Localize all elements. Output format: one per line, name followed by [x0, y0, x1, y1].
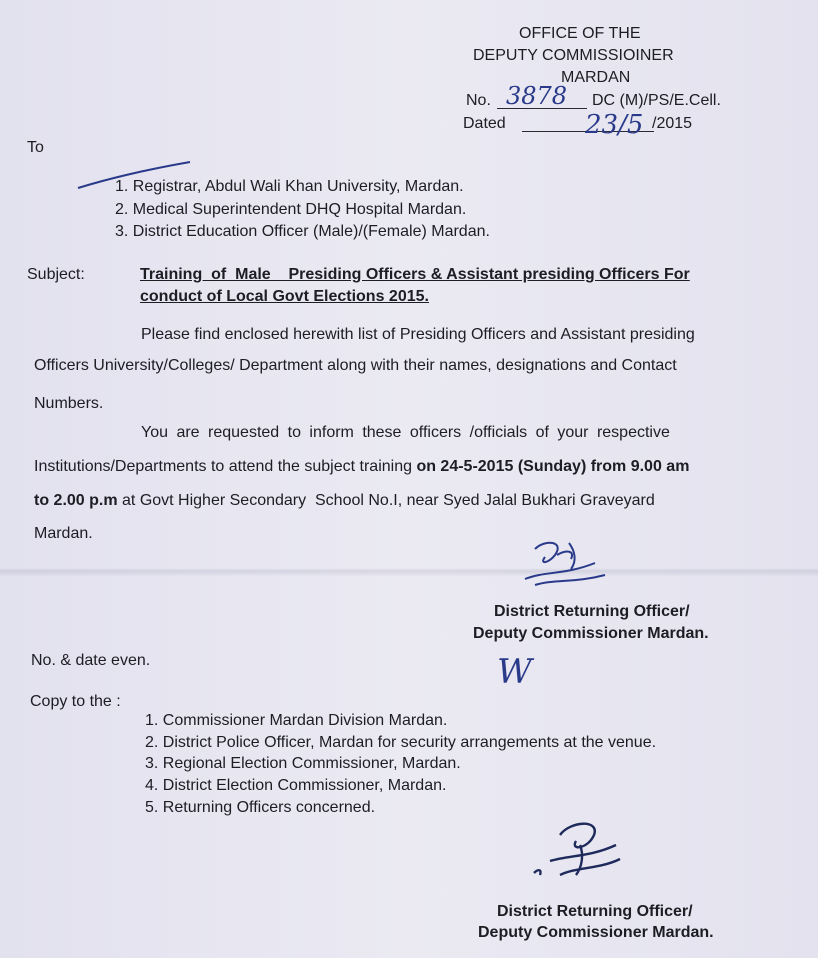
- reference-no-handwritten: 3878: [506, 82, 568, 110]
- office-line-2: DEPUTY COMMISSIOINER: [473, 47, 674, 64]
- training-end-time: to 2.00 p.m: [34, 492, 118, 509]
- reference-no-label: No.: [466, 92, 491, 109]
- subject-line-2: conduct of Local Govt Elections 2015.: [140, 288, 429, 305]
- copy-item-2: 2. District Police Officer, Mardan for security arrangements at the venue.: [145, 734, 657, 751]
- reference-no-suffix: DC (M)/PS/E.Cell.: [592, 92, 721, 109]
- paragraph-2-line-3: [34, 492, 655, 510]
- to-label: To: [27, 139, 44, 156]
- subject-label: Subject:: [27, 266, 85, 283]
- copy-item-1: 1. Commissioner Mardan Division Mardan.: [145, 712, 448, 729]
- paragraph-1-line-1: Please find enclosed herewith list of Presiding Officers and Assistant presiding: [141, 326, 695, 343]
- office-line-1: OFFICE OF THE: [519, 25, 641, 42]
- copy-item-3: 3. Regional Election Commissioner, Mardan.: [145, 755, 461, 772]
- training-date-time: on 24-5-2015 (Sunday) from 9.00 am: [416, 458, 690, 475]
- signature-1: [505, 535, 615, 595]
- training-venue: at Govt Higher Secondary School No.I, near Syed Jalal Bukhari Graveyard: [117, 492, 655, 509]
- dated-label: Dated: [463, 115, 506, 132]
- signature-2: [520, 815, 630, 885]
- copy-item-5: 5. Returning Officers concerned.: [145, 799, 376, 816]
- to-item-1: 1. Registrar, Abdul Wali Khan University, Mardan.: [115, 178, 464, 195]
- no-and-date-even: No. & date even.: [31, 652, 151, 669]
- dated-suffix: /2015: [652, 115, 693, 132]
- dated-handwritten: 23/5: [585, 110, 644, 140]
- signature-2-title-line-2: Deputy Commissioner Mardan.: [478, 924, 714, 941]
- signature-2-title-line-1: District Returning Officer/: [497, 903, 693, 920]
- signature-1-title-line-1: District Returning Officer/: [494, 603, 690, 620]
- to-item-3: 3. District Education Officer (Male)/(Female) Mardan.: [115, 223, 490, 240]
- paragraph-2-line-2-text: Institutions/Departments to attend the subject training: [34, 458, 417, 475]
- paragraph-1-line-3: Numbers.: [34, 395, 104, 412]
- copy-item-4: 4. District Election Commissioner, Mardan.: [145, 777, 447, 794]
- paragraph-2-line-2: [34, 458, 689, 476]
- paragraph-2-line-4: Mardan.: [34, 525, 93, 542]
- office-line-3: MARDAN: [561, 69, 631, 86]
- paragraph-1-line-2: Officers University/Colleges/ Department along with their names, designations and Contact: [34, 357, 677, 374]
- signature-1-title-line-2: Deputy Commissioner Mardan.: [473, 625, 709, 642]
- copy-to-label: Copy to the :: [30, 693, 121, 710]
- paragraph-2-line-1: You are requested to inform these officers /officials of your respective: [141, 424, 670, 441]
- pen-initial: W: [497, 652, 532, 692]
- subject-line-1: Training of Male Presiding Officers & Assistant presiding Officers For: [140, 266, 690, 283]
- to-item-2: 2. Medical Superintendent DHQ Hospital Mardan.: [115, 201, 467, 218]
